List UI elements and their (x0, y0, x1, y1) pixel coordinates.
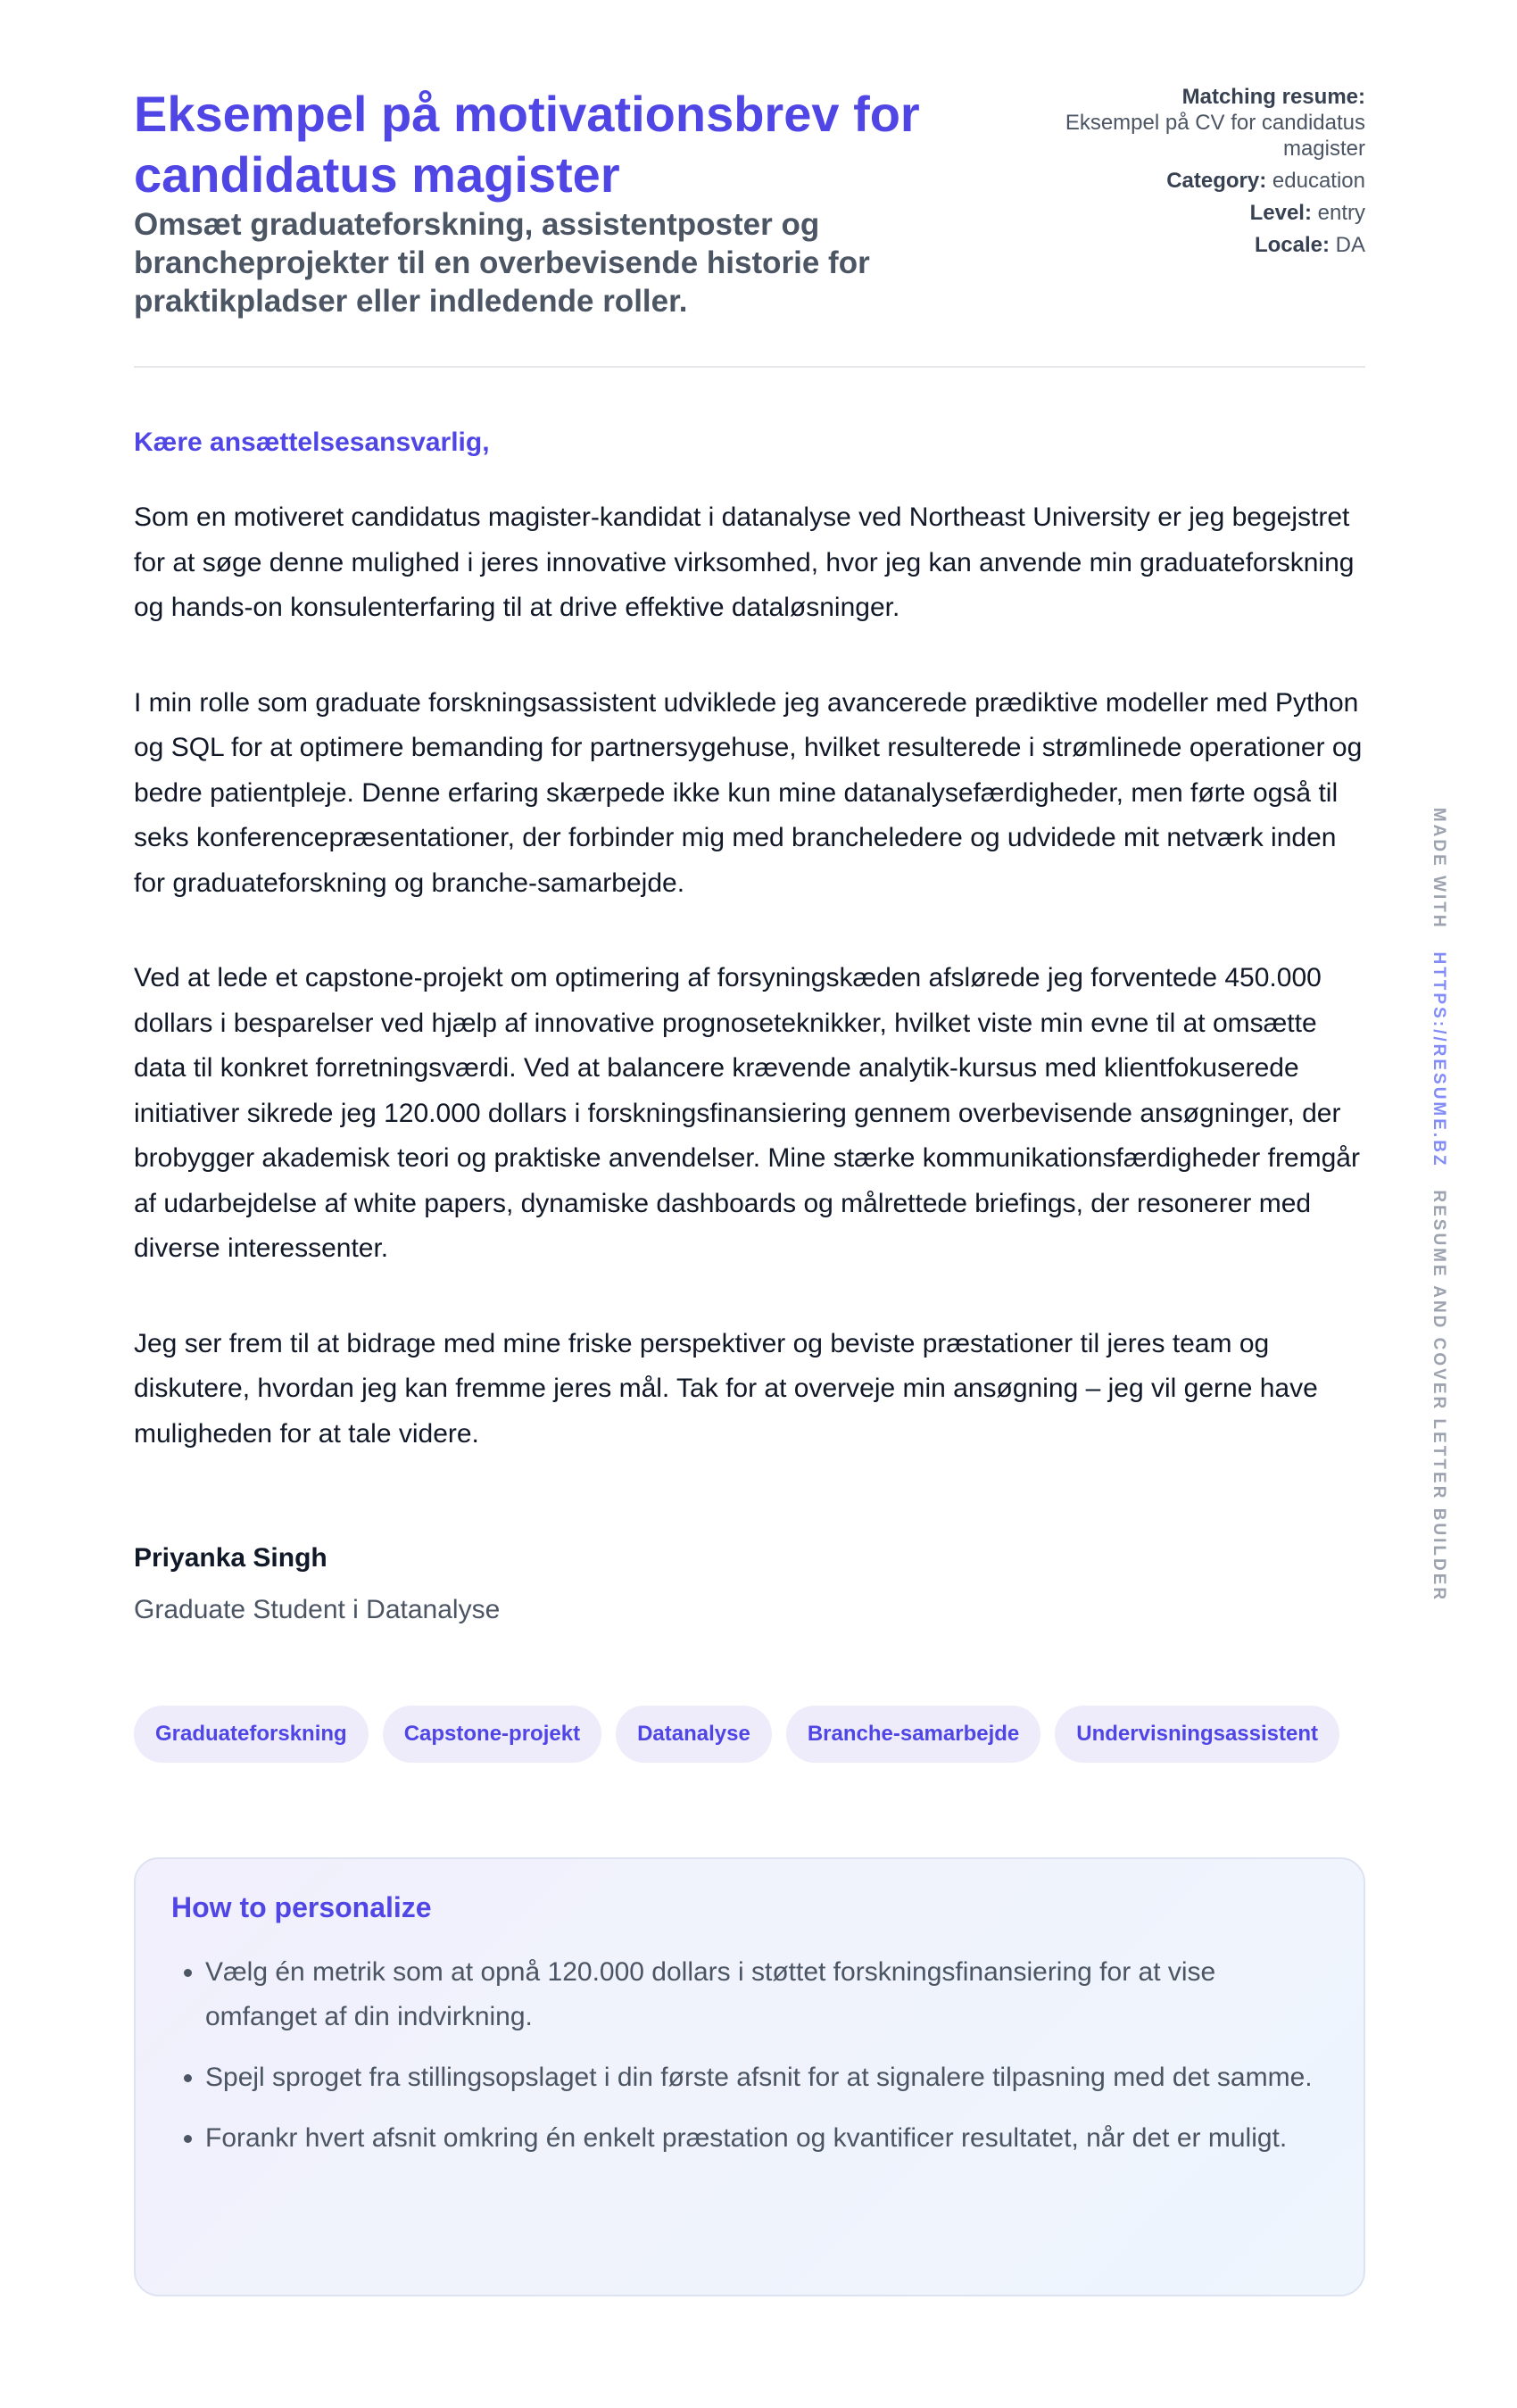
meta-level-value: entry (1317, 201, 1365, 225)
meta-category (991, 168, 1365, 194)
tag-chip: Branche-samarbejde (786, 1706, 1040, 1763)
side-note-prefix: MADE WITH (1430, 807, 1448, 930)
tips-list (171, 1950, 1328, 2161)
tip-item: • Spejl sproget fra stillingsopslaget i din første afsnit for at signalere tilpasning med det samme. (205, 2055, 1328, 2100)
tag-chip: Graduateforskning (134, 1706, 369, 1763)
page-header (134, 84, 1365, 368)
personalize-tips-box (134, 1857, 1365, 2296)
tips-title: How to personalize (171, 1891, 432, 1923)
tag-chip: Undervisningsassistent (1055, 1706, 1339, 1763)
letter-signature (134, 1542, 500, 1626)
made-with-side-note (1429, 808, 1448, 1602)
meta-matching-resume (991, 84, 1365, 162)
meta-level (991, 200, 1365, 226)
resume-bz-link[interactable]: HTTPS://RESUME.BZ (1430, 951, 1448, 1168)
side-note-suffix: RESUME AND COVER LETTER BUILDER (1430, 1190, 1448, 1603)
page-subtitle: Omsæt graduateforskning, assistentposter og brancheprojekter til en overbevisende historie for praktikpladser eller indledende roller. (134, 207, 870, 319)
meta-category-value: education (1272, 169, 1365, 193)
cover-letter-page (134, 84, 1365, 2153)
keyword-tags (134, 1706, 1339, 1763)
meta-panel (991, 84, 1365, 264)
tip-item: • Vælg én metrik som at opnå 120.000 dollars i støttet forskningsfinansiering for at vise omfanget af din indvirkning. (205, 1950, 1328, 2039)
meta-resume-value[interactable]: Eksempel på CV for candidatus magister (1065, 111, 1365, 161)
letter-body (134, 495, 1365, 1507)
letter-greeting: Kære ansættelsesansvarlig, (134, 428, 490, 457)
meta-level-label: Level: (1249, 201, 1312, 225)
tag-chip: Datanalyse (616, 1706, 772, 1763)
letter-paragraph: Som en motiveret candidatus magister-kandidat i datanalyse ved Northeast University er jeg begejstret for at søge denne mulighed i jeres innovative virksomhed, hvor jeg kan anvende min graduateforskning og hands-on konsulenterfaring til at drive effektive dataløsninger. (134, 502, 1355, 622)
tip-item: • Forankr hvert afsnit omkring én enkelt præstation og kvantificer resultatet, når det er muligt. (205, 2116, 1328, 2161)
signature-role: Graduate Student i Datanalyse (134, 1595, 501, 1624)
meta-locale-value: DA (1335, 233, 1365, 257)
tag-chip: Capstone-projekt (383, 1706, 601, 1763)
meta-locale (991, 232, 1365, 258)
letter-paragraph: Ved at lede et capstone-projekt om optimering af forsyningskæden afslørede jeg forventede 450.000 dollars i besparelser ved hjælp af innovative prognoseteknikker, hvilket viste min evne til at omsætte data til konkret forretningsværdi. Ved at balancere krævende analytik-kursus med klientfokuserede initiativer sikrede jeg 120.000 dollars i forskningsfinansiering gennem overbevisende ansøgninger, der brobygger akademisk teori og praktiske anvendelser. Mine stærke kommunikationsfærdigheder fremgår af udarbejdelse af white papers, dynamiske dashboards og målrettede briefings, der resonerer med diverse interessenter. (134, 963, 1360, 1263)
letter-paragraph: I min rolle som graduate forskningsassistent udviklede jeg avancerede prædiktive modeller med Python og SQL for at optimere bemanding for partnersygehuse, hvilket resulterede i strømlinede operationer og bedre patientpleje. Denne erfaring skærpede ikke kun mine datanalysefærdigheder, men førte også til seks konferencepræsentationer, der forbinder mig med brancheledere og udvidede mit netværk inden for graduateforskning og branche-samarbejde. (134, 687, 1363, 898)
meta-resume-label: Matching resume: (1181, 85, 1365, 109)
page-title: Eksempel på motivationsbrev for candidatus magister (134, 86, 920, 203)
meta-locale-label: Locale: (1254, 233, 1330, 257)
signature-name: Priyanka Singh (134, 1543, 327, 1573)
letter-paragraph: Jeg ser frem til at bidrage med mine friske perspektiver og beviste præstationer til jeres team og diskutere, hvordan jeg kan fremme jeres mål. Tak for at overveje min ansøgning – jeg vil gerne have muligheden for at tale videre. (134, 1328, 1318, 1449)
meta-category-label: Category: (1166, 169, 1267, 193)
